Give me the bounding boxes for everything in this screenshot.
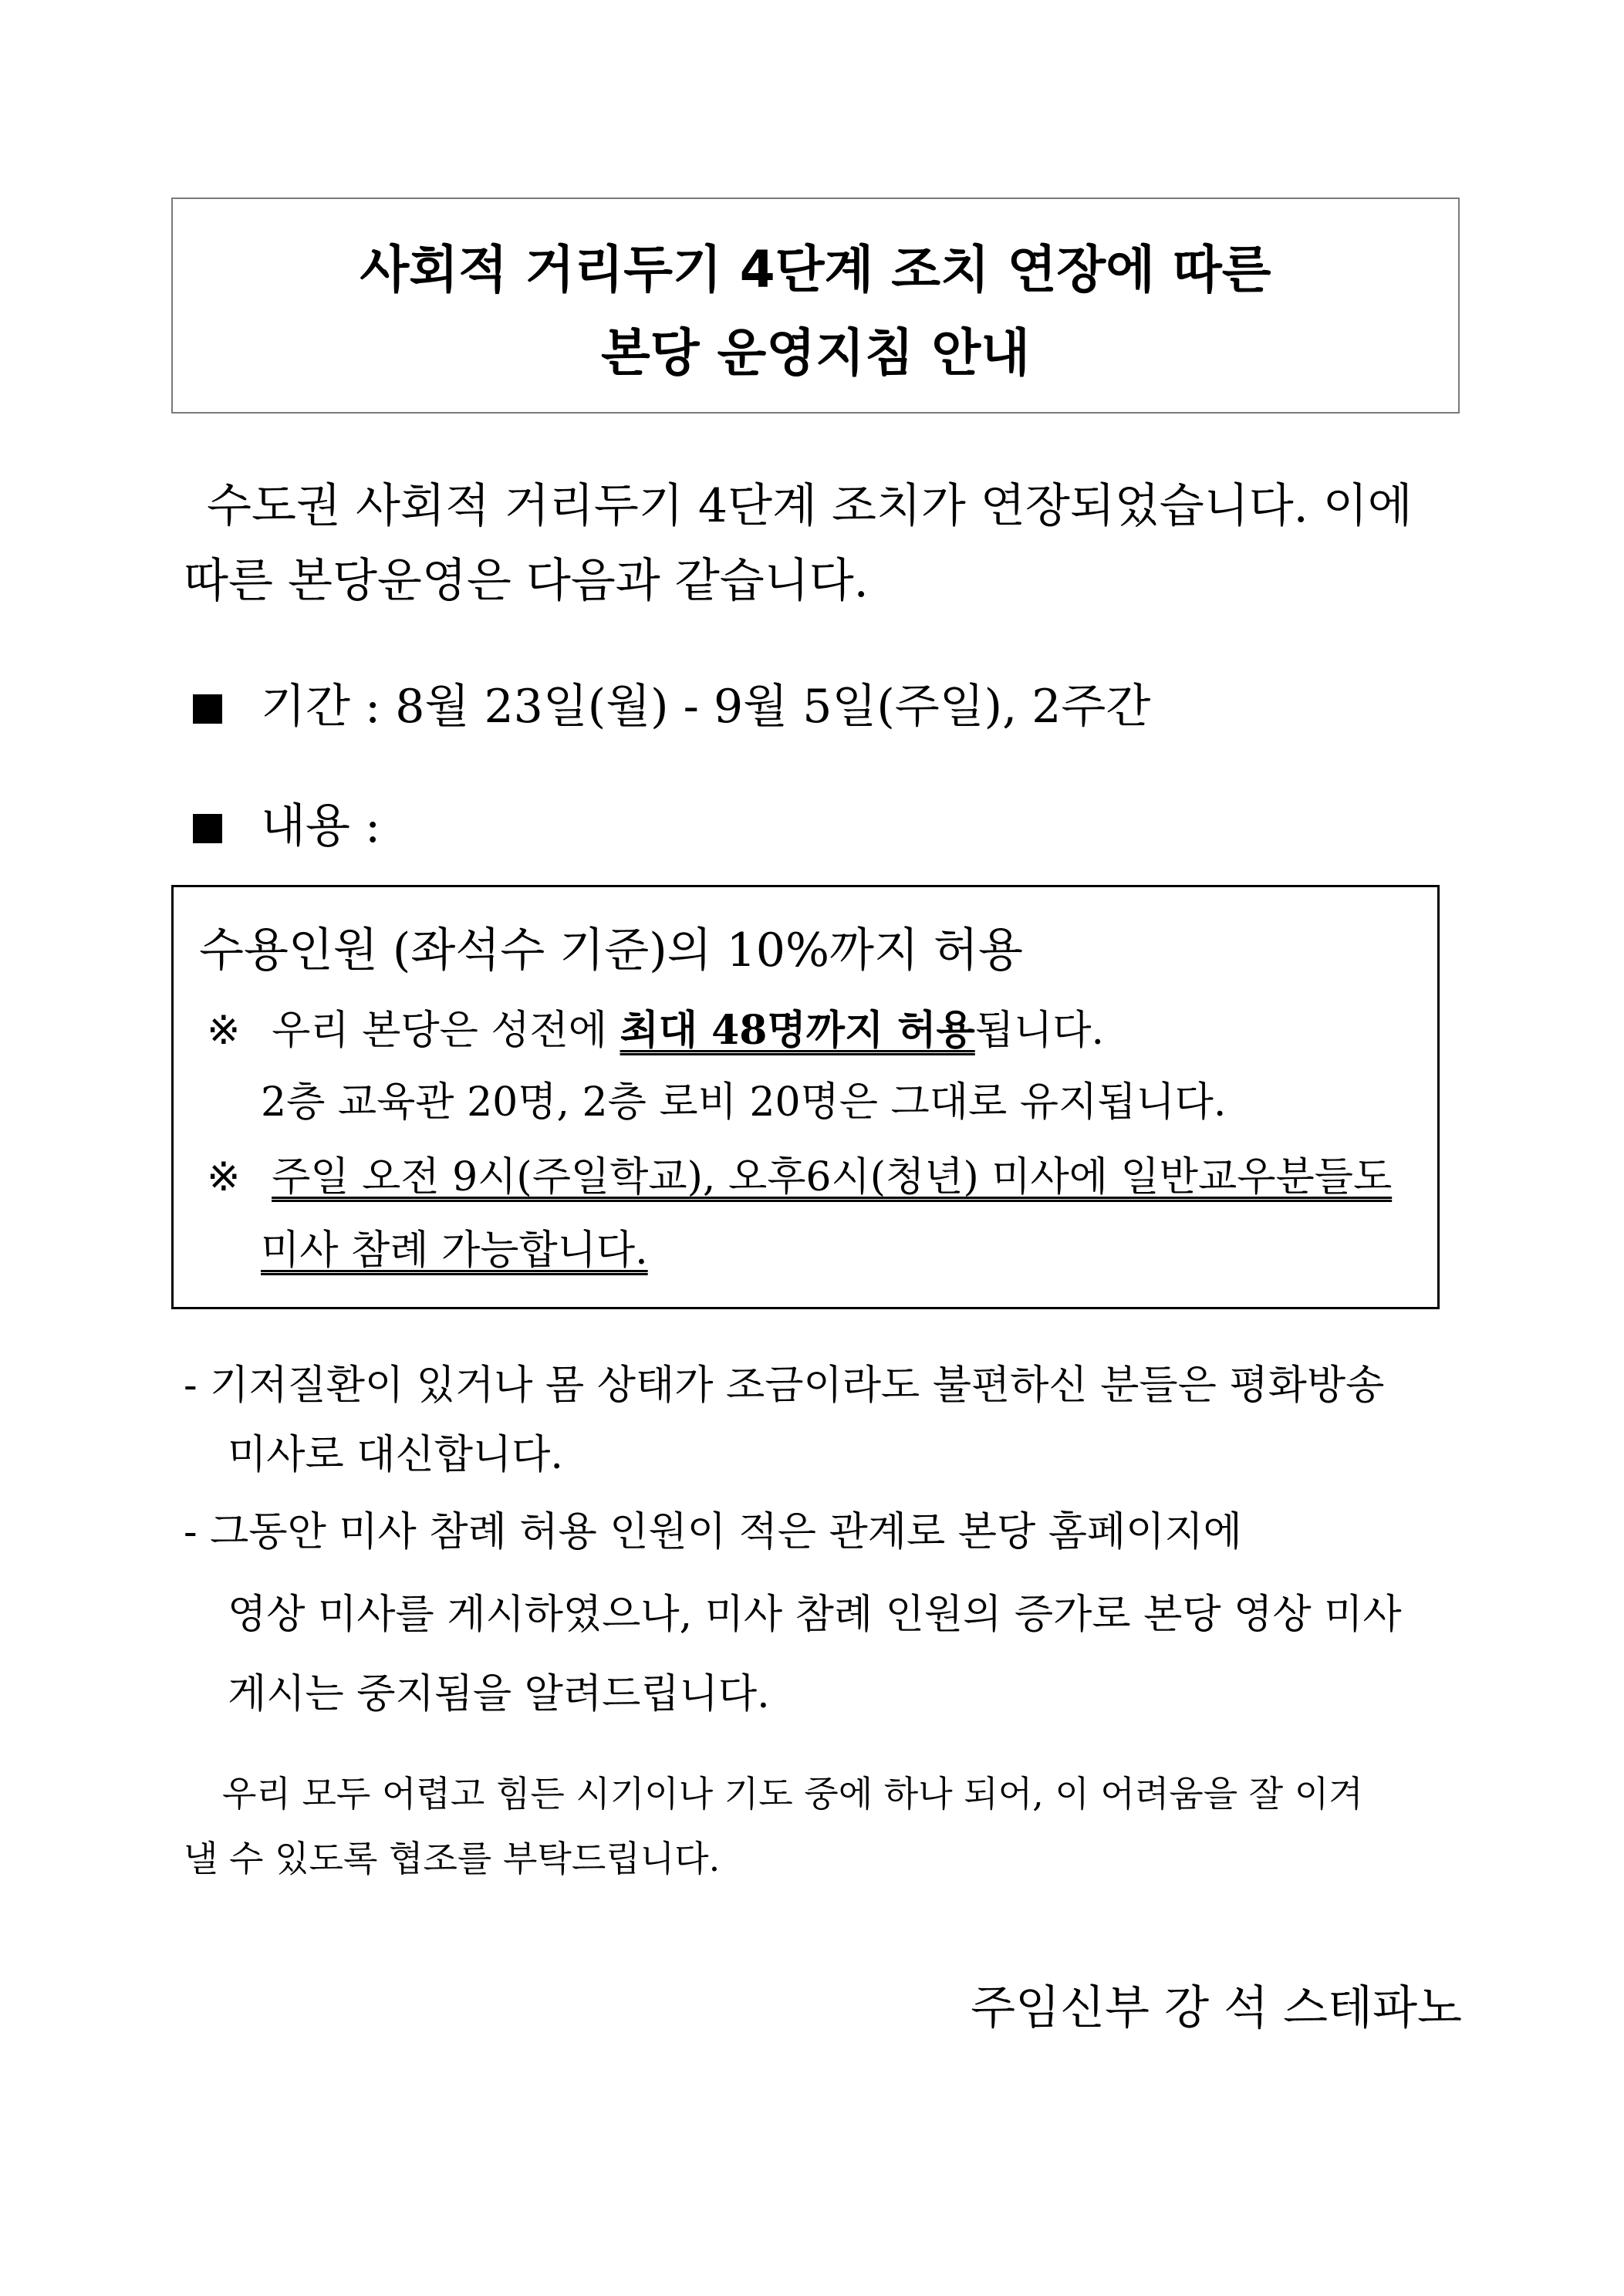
signature: 주임신부 강 석 스테파노 [971,1981,1462,2035]
list-item-1-line-1: - 기저질환이 있거나 몸 상태가 조금이라도 불편하신 분들은 평화방송 [184,1362,1385,1409]
box-note-1-line-2: 2층 교육관 20명, 2층 로비 20명은 그대로 유지됩니다. [261,1079,1227,1126]
title-box [171,198,1460,414]
box-note-2-line-2 [261,1227,648,1275]
box-note-1-pre: 우리 본당은 성전에 [272,1008,620,1054]
box-note-1-emphasis: 최대 48명까지 허용 [620,1007,975,1054]
reference-mark-icon: ※ [207,1154,241,1200]
period-row [193,679,1150,734]
closing-line-2: 낼 수 있도록 협조를 부탁드립니다. [184,1838,721,1879]
box-note-1-post: 됩니다. [974,1008,1104,1054]
intro-line-1: 수도권 사회적 거리두기 4단계 조치가 연장되었습니다. 이에 [207,479,1413,533]
content-label: 내용 : [261,799,381,853]
box-headline: 수용인원 (좌석수 기준)의 10%까지 허용 [199,923,1023,977]
box-note-2 [207,1153,1392,1201]
title-line-1: 사회적 거리두기 4단계 조치 연장에 따른 [360,240,1271,299]
square-bullet-icon [193,814,222,843]
period-label: 기간 : 8월 23일(월) - 9월 5일(주일), 2주간 [261,680,1151,734]
content-row [193,799,380,854]
list-item-2-line-2: 영상 미사를 게시하였으나, 미사 참례 인원의 증가로 본당 영상 미사 [228,1592,1402,1638]
list-item-1-line-2: 미사로 대신합니다. [228,1432,563,1478]
intro-line-2: 따른 본당운영은 다음과 같습니다. [184,554,869,608]
title-line-2: 본당 운영지침 안내 [600,323,1030,383]
square-bullet-icon [193,694,222,724]
box-note-1 [207,1007,1104,1055]
reference-mark-icon: ※ [207,1008,241,1054]
closing-line-1: 우리 모두 어렵고 힘든 시기이나 기도 중에 하나 되어, 이 어려움을 잘 이겨 [222,1773,1363,1815]
list-item-2-line-3: 게시는 중지됨을 알려드립니다. [228,1671,770,1717]
box-note-2-line-1: 주일 오전 9시(주일학교), 오후6시(청년) 미사에 일반교우분들도 [272,1154,1393,1200]
list-item-2-line-1: - 그동안 미사 참례 허용 인원이 적은 관계로 본당 홈페이지에 [184,1509,1242,1555]
box-note-2-line-2-text: 미사 참례 가능합니다. [261,1227,648,1274]
